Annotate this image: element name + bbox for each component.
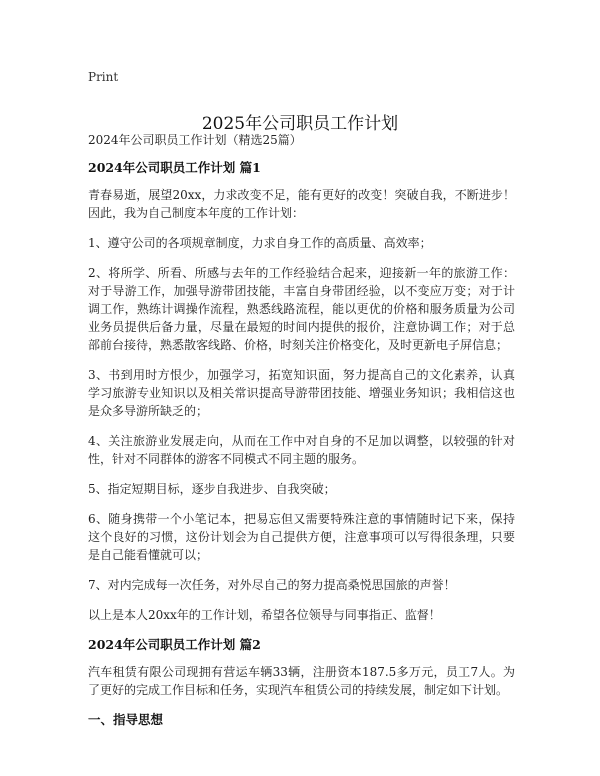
paragraph: 汽车租赁有限公司现拥有营运车辆33辆，注册资本187.5多万元，员工7人。为了更好的完成工作目标和任务，实现汽车租赁公司的持续发展，制定如下计划。	[88, 665, 515, 697]
paragraph: 4、关注旅游业发展走向，从而在工作中对自身的不足加以调整，以较强的针对性，针对不同群体的游客不同模式不同主题的服务。	[88, 434, 515, 466]
paragraph: 6、随身携带一个小笔记本，把易忘但又需要特殊注意的事情随时记下来，保持这个良好的习惯，这份计划会为自己提供方便，注意事项可以写得很条理，只要是自己能看懂就可以；	[88, 512, 515, 562]
paragraph: 2、将所学、所看、所感与去年的工作经验结合起来，迎接新一年的旅游工作：对于导游工作，加强导游带团技能，丰富自身带团经验，以不变应万变；对于计调工作，熟练计调操作流程，熟悉线路流程，能以更优的价格和服务质量为公司业务员提供后备力量，尽量在最短的时间内提供的报价，注意协调工作；对于总部前台接待，熟悉散客线路、价格，时刻关注价格变化，及时更新电子屏信息；	[88, 266, 515, 352]
paragraph: 5、指定短期目标，逐步自我进步、自我突破；	[88, 482, 336, 496]
paragraph: 1、遵守公司的各项规章制度，力求自身工作的高质量、高效率；	[88, 236, 432, 250]
paragraph: 青春易逝，展望20xx，力求改变不足，能有更好的改变！突破自我，不断进步！因此，我为自己制度本年度的工作计划：	[88, 188, 515, 220]
section-heading-3: 一、指导思想	[88, 712, 164, 727]
document-subtitle: 2024年公司职员工作计划（精选25篇）	[88, 133, 302, 147]
print-label[interactable]: Print	[88, 70, 119, 84]
document-body	[88, 131, 515, 738]
section-heading-1: 2024年公司职员工作计划 篇1	[88, 160, 261, 175]
paragraph: 以上是本人20xx年的工作计划，希望各位领导与同事指正、监督！	[88, 608, 441, 622]
paragraph: 3、书到用时方恨少，加强学习，拓宽知识面，努力提高自己的文化素养，认真学习旅游专业知识以及相关常识提高导游带团技能、增强业务知识；我相信这也是众多导游所缺乏的；	[88, 368, 515, 418]
section-heading-2: 2024年公司职员工作计划 篇2	[88, 637, 261, 652]
paragraph: 7、对内完成每一次任务，对外尽自己的努力提高桑悦思国旅的声誉！	[88, 578, 456, 592]
document-title: 2025年公司职员工作计划	[201, 114, 399, 135]
